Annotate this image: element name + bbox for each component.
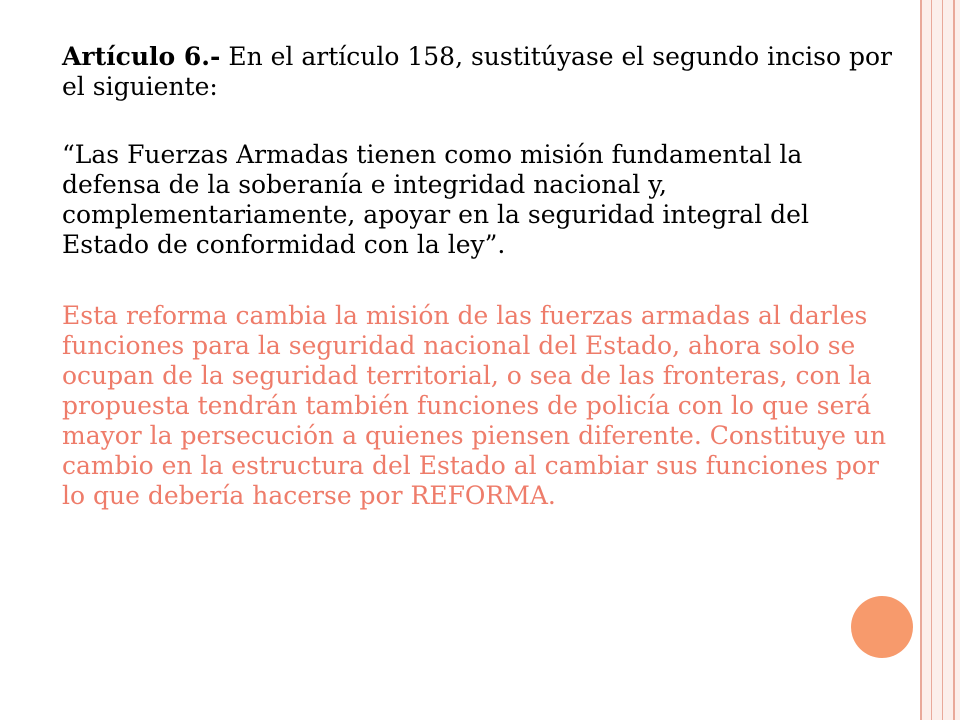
accent-circle (851, 596, 913, 658)
border-line (942, 0, 943, 720)
comment-paragraph: Esta reforma cambia la misión de las fuerzas armadas al darles funciones para la seguridad nacional del Estado, ahora solo se ocupan de la seguridad territorial, o sea de las fronteras, con la propuesta tendrán también funciones de policía con lo que será mayor la persecución a quienes piensen diferente. Constituye un cambio en la estructura del Estado al cambiar sus funciones por lo que debería hacerse por REFORMA. (62, 301, 887, 510)
article-text: En el artículo 158, sustitúyase el segundo inciso por el siguiente: (62, 42, 893, 101)
border-line (953, 0, 955, 720)
border-line (931, 0, 932, 720)
slide-content (62, 42, 902, 511)
article-paragraph (62, 42, 902, 102)
article-label: Artículo 6.- (62, 42, 221, 71)
border-line (920, 0, 922, 720)
quote-paragraph: “Las Fuerzas Armadas tienen como misión fundamental la defensa de la soberanía e integridad nacional y, complementariamente, apoyar en la seguridad integral del Estado de conformidad con la ley”. (62, 140, 809, 259)
